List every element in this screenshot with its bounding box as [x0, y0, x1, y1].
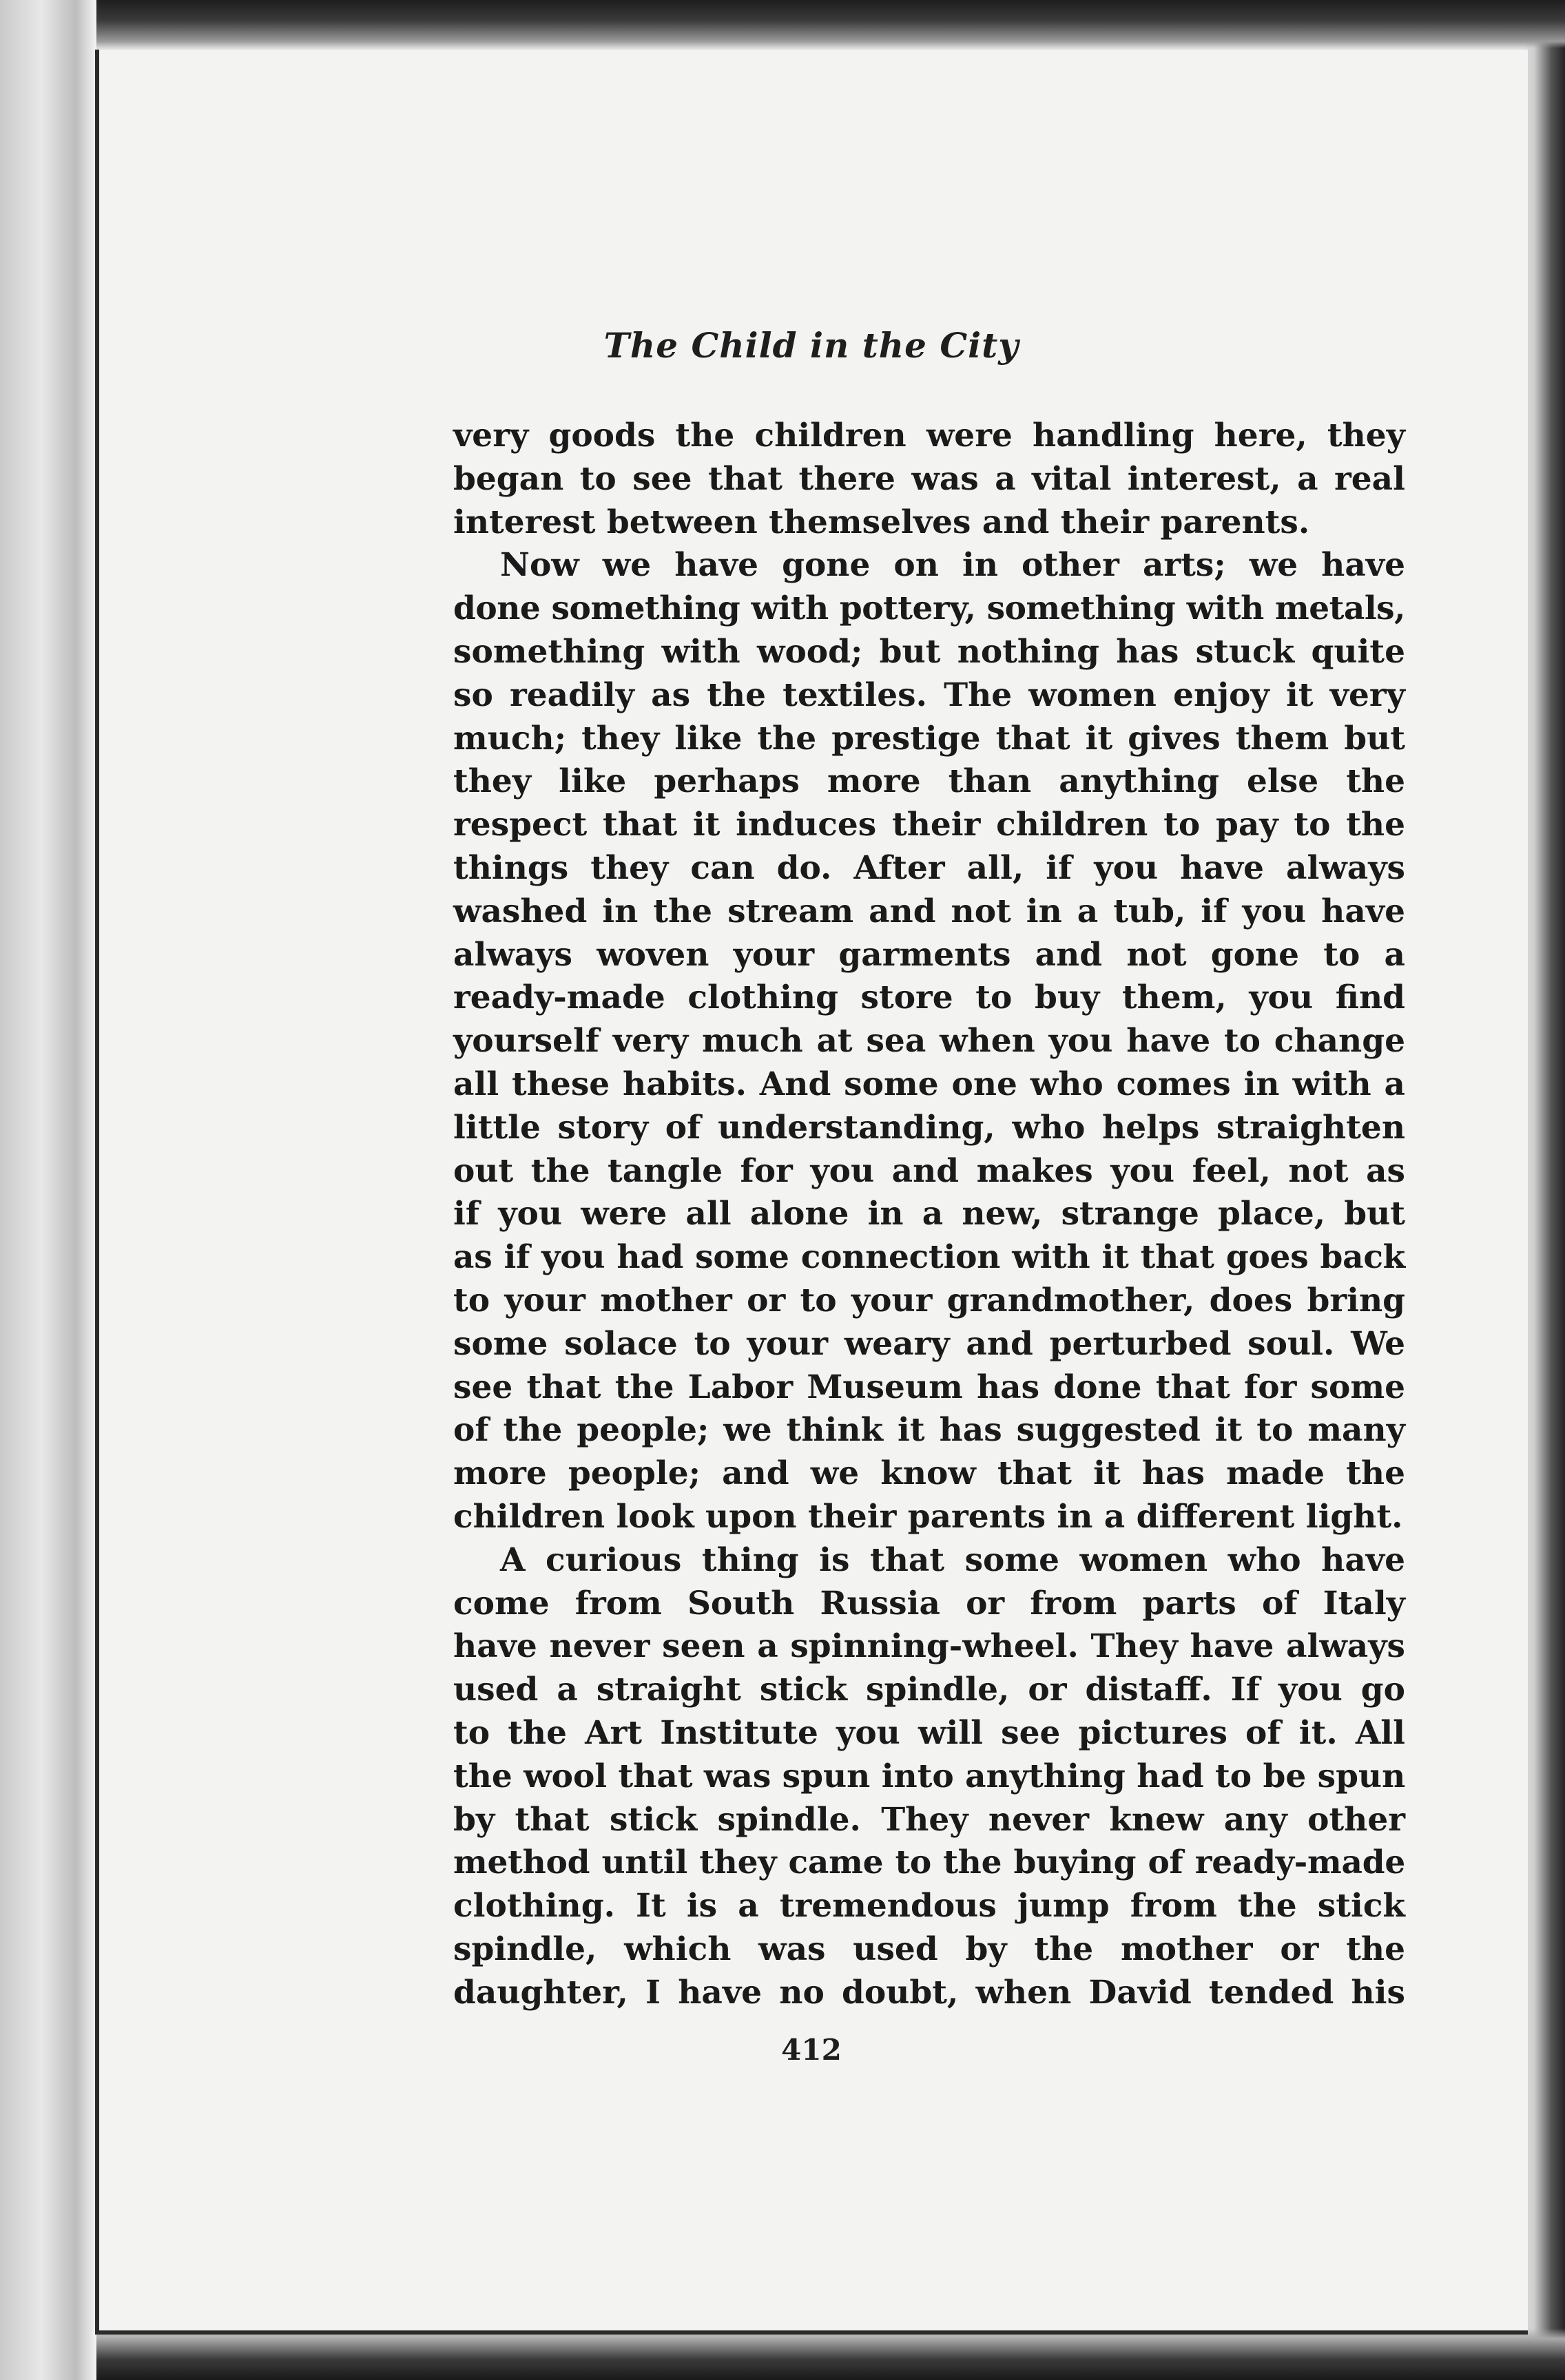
text-line: yourself very much at sea when you have to change: [453, 1022, 1405, 1061]
text-line: children look upon their parents in a different light.: [453, 1497, 1403, 1536]
text-line: always woven your garments and not gone to a: [453, 935, 1405, 974]
text-line: daughter, I have no doubt, when David tended his: [453, 1973, 1405, 2012]
text-line: used a straight stick spindle, or distaff. If you go: [453, 1671, 1405, 1709]
text-line: A curious thing is that some women who have: [500, 1541, 1405, 1579]
text-line: come from South Russia or from parts of Italy: [453, 1584, 1405, 1622]
text-line: out the tangle for you and makes you feel, not as: [453, 1151, 1405, 1190]
body-text: [453, 415, 1405, 2014]
text-line: done something with pottery, something with metals,: [453, 589, 1405, 628]
text-line: Now we have gone on in other arts; we have: [500, 546, 1405, 585]
text-line: method until they came to the buying of ready-made: [453, 1844, 1405, 1882]
text-line: so readily as the textiles. The women enjoy it very: [453, 676, 1405, 714]
text-line: to your mother or to your grandmother, does bring: [453, 1281, 1405, 1319]
book-page: [95, 50, 1528, 2335]
text-line: washed in the stream and not in a tub, if you have: [453, 892, 1405, 930]
paragraph-2: [453, 544, 1405, 1538]
running-title: The Child in the City: [603, 325, 1019, 366]
text-line: began to see that there was a vital interest, a real: [453, 459, 1405, 498]
paragraph-3: [453, 1539, 1405, 2015]
text-line: things they can do. After all, if you have always: [453, 848, 1405, 887]
text-line: if you were all alone in a new, strange place, but: [453, 1195, 1405, 1233]
text-line: little story of understanding, who helps straighten: [453, 1108, 1405, 1147]
text-line: much; they like the prestige that it gives them but: [453, 719, 1405, 758]
page-number: 412: [781, 2033, 842, 2067]
text-line: as if you had some connection with it that goes back: [453, 1238, 1405, 1277]
text-line: respect that it induces their children to pay to the: [453, 806, 1405, 844]
text-line: have never seen a spinning-wheel. They have always: [453, 1627, 1405, 1666]
text-line: all these habits. And some one who comes in with a: [453, 1065, 1405, 1103]
text-line: clothing. It is a tremendous jump from the stick: [453, 1887, 1405, 1925]
text-line: some solace to your weary and perturbed soul. We: [453, 1324, 1405, 1363]
text-line: interest between themselves and their parents.: [453, 503, 1310, 541]
text-line: more people; and we know that it has made the: [453, 1454, 1405, 1493]
text-line: something with wood; but nothing has stuck quite: [453, 632, 1405, 671]
text-line: see that the Labor Museum has done that for some: [453, 1368, 1405, 1406]
text-line: to the Art Institute you will see pictures of it. All: [453, 1713, 1405, 1752]
text-line: they like perhaps more than anything else the: [453, 762, 1405, 801]
text-line: by that stick spindle. They never knew any other: [453, 1800, 1405, 1839]
text-line: the wool that was spun into anything had to be spun: [453, 1757, 1406, 1795]
paragraph-1: [453, 415, 1405, 544]
text-line: spindle, which was used by the mother or the: [453, 1930, 1405, 1968]
text-line: very goods the children were handling here, they: [453, 417, 1405, 455]
text-line: of the people; we think it has suggested it to many: [453, 1411, 1405, 1450]
text-line: ready-made clothing store to buy them, you find: [453, 979, 1405, 1017]
